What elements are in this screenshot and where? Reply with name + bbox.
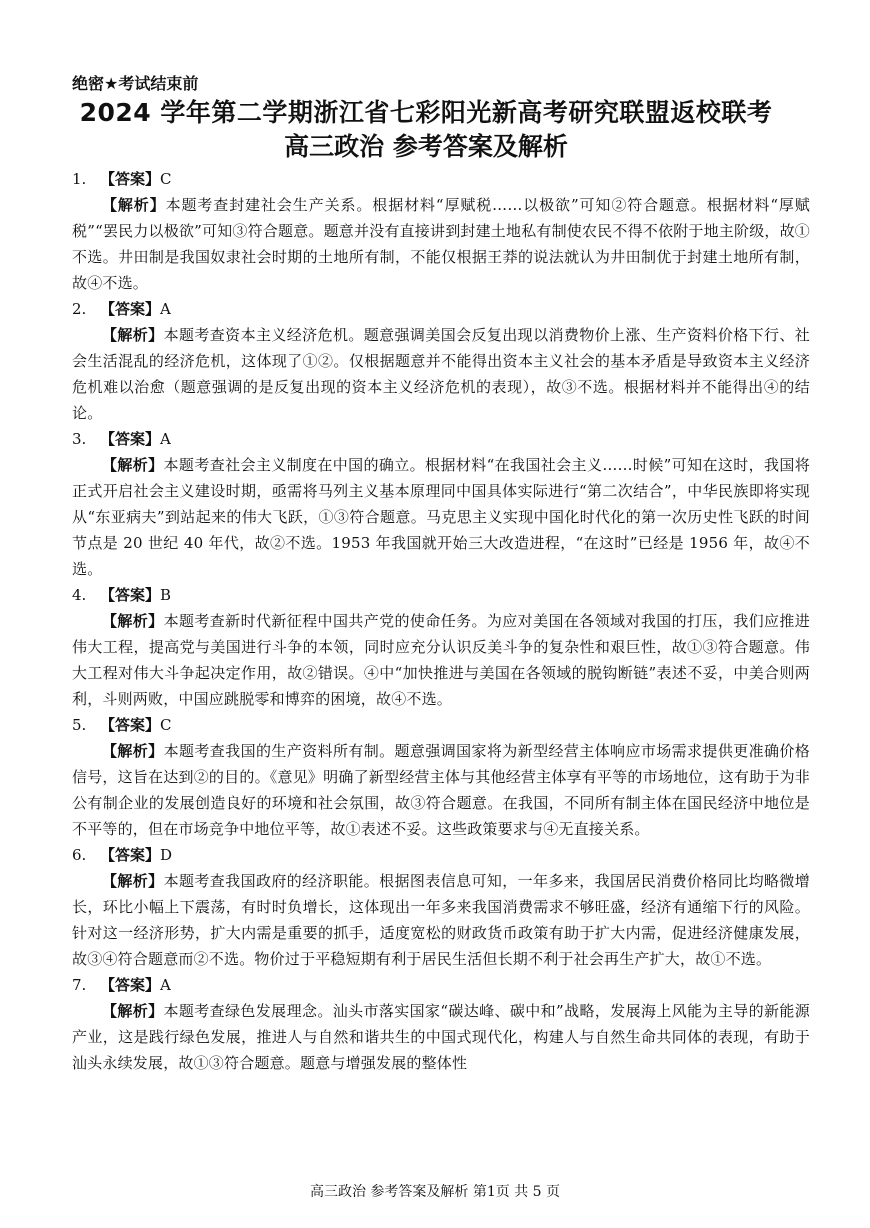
exam-title: 2024 学年第二学期浙江省七彩阳光新高考研究联盟返校联考 [79, 98, 773, 127]
analysis-paragraph [72, 322, 810, 426]
question-number: 1. [72, 170, 87, 188]
analysis-text: 本题考查资本主义经济危机。题意强调美国会反复出现以消费物价上涨、生产资料价格下行、社会生活混乱的经济危机，这体现了①②。仅根据题意并不能得出资本主义社会的基本矛盾是导致资本主义经济危机难以治愈（题意强调的是反复出现的资本主义经济危机的表现），故③不选。根据材料并不能得出④的结论。 [72, 326, 810, 422]
analysis-paragraph [72, 452, 810, 582]
confidential-mark: 绝密★考试结束前 [72, 74, 199, 93]
answer-value: C [160, 716, 172, 734]
answer-value: B [160, 586, 172, 604]
answer-value: D [160, 846, 173, 864]
question-number: 4. [72, 586, 87, 604]
answer-label: 【答案】 [100, 430, 161, 448]
analysis-label: 【解析】 [102, 612, 164, 630]
question-number: 7. [72, 976, 87, 994]
answer-line [72, 712, 810, 738]
answer-line [72, 296, 810, 322]
question-number: 5. [72, 716, 87, 734]
question-1 [72, 166, 810, 296]
analysis-text: 本题考查我国政府的经济职能。根据图表信息可知，一年多来，我国居民消费价格同比均略微增长，环比小幅上下震荡，有时时负增长，这体现出一年多来我国消费需求不够旺盛，经济有通缩下行的风险。针对这一经济形势，扩大内需是重要的抓手，适度宽松的财政货币政策有助于扩大内需，促进经济健康发展，故③④符合题意而②不选。物价过于平稳短期有利于居民生活但长期不利于社会再生产扩大，故①不选。 [72, 872, 810, 968]
question-7 [72, 972, 810, 1076]
analysis-text: 本题考查社会主义制度在中国的确立。根据材料“在我国社会主义……时候”可知在这时，我国将正式开启社会主义建设时期，亟需将马列主义基本原理同中国具体实际进行“第二次结合”，中华民族即将实现从“东亚病夫”到站起来的伟大飞跃，①③符合题意。马克思主义实现中国化时代化的第一次历史性飞跃的时间节点是 20 世纪 40 年代，故②不选。1953 年我国就开始三大改造进程，“在这时”已经是 1956 年，故④不选。 [72, 456, 810, 578]
answer-line [72, 842, 810, 868]
analysis-text: 本题考查我国的生产资料所有制。题意强调国家将为新型经营主体响应市场需求提供更准确价格信号，这旨在达到②的目的。《意见》明确了新型经营主体与其他经营主体享有平等的市场地位，这有助于为非公有制企业的发展创造良好的环境和社会氛围，故③符合题意。在我国，不同所有制主体在国民经济中地位是不平等的，但在市场竞争中地位平等，故①表述不妥。这些政策要求与④无直接关系。 [72, 742, 810, 838]
analysis-label: 【解析】 [102, 1002, 164, 1020]
answer-value: A [160, 430, 171, 448]
question-number: 3. [72, 430, 87, 448]
question-5 [72, 712, 810, 842]
answer-label: 【答案】 [100, 300, 161, 318]
question-2 [72, 296, 810, 426]
answer-label: 【答案】 [100, 170, 161, 188]
analysis-label: 【解析】 [102, 326, 164, 344]
answer-line [72, 972, 810, 998]
analysis-paragraph [72, 998, 810, 1076]
answer-line [72, 426, 810, 452]
analysis-text: 本题考查新时代新征程中国共产党的使命任务。为应对美国在各领域对我国的打压，我们应推进伟大工程，提高党与美国进行斗争的本领，同时应充分认识反美斗争的复杂性和艰巨性，故①③符合题意。伟大工程对伟大斗争起决定作用，故②错误。④中“加快推进与美国在各领域的脱钩断链”表述不妥，中美合则两利，斗则两败，中国应跳脱零和博弈的困境，故④不选。 [72, 612, 810, 708]
answer-line [72, 166, 810, 192]
question-4 [72, 582, 810, 712]
analysis-label: 【解析】 [102, 456, 164, 474]
question-number: 2. [72, 300, 87, 318]
answer-label: 【答案】 [100, 976, 161, 994]
analysis-paragraph [72, 868, 810, 972]
analysis-paragraph [72, 738, 810, 842]
answer-list [72, 166, 810, 1076]
analysis-paragraph [72, 192, 810, 296]
answer-label: 【答案】 [100, 846, 161, 864]
document-subtitle: 高三政治 参考答案及解析 [284, 132, 568, 161]
question-number: 6. [72, 846, 87, 864]
analysis-text: 本题考查绿色发展理念。汕头市落实国家“碳达峰、碳中和”战略，发展海上风能为主导的新能源产业，这是践行绿色发展，推进人与自然和谐共生的中国式现代化，构建人与自然生命共同体的表现，有助于汕头永续发展，故①③符合题意。题意与增强发展的整体性 [72, 1002, 810, 1072]
page-footer: 高三政治 参考答案及解析 第1页 共 5 页 [309, 1184, 561, 1200]
answer-value: A [160, 976, 171, 994]
analysis-label: 【解析】 [102, 742, 164, 760]
analysis-label: 【解析】 [102, 196, 166, 214]
answer-label: 【答案】 [100, 586, 161, 604]
analysis-text: 本题考查封建社会生产关系。根据材料“厚赋税……以极欲”可知②符合题意。根据材料“厚赋税”“罢民力以极欲”可知③符合题意。题意并没有直接讲到封建土地私有制使农民不得不依附于地主阶级，故①不选。井田制是我国奴隶社会时期的土地所有制，不能仅根据王莽的说法就认为井田制优于封建土地所有制，故④不选。 [72, 196, 811, 292]
answer-value: A [160, 300, 171, 318]
answer-label: 【答案】 [100, 716, 161, 734]
question-6 [72, 842, 810, 972]
analysis-label: 【解析】 [102, 872, 164, 890]
answer-line [72, 582, 810, 608]
analysis-paragraph [72, 608, 810, 712]
answer-value: C [160, 170, 172, 188]
question-3 [72, 426, 810, 582]
